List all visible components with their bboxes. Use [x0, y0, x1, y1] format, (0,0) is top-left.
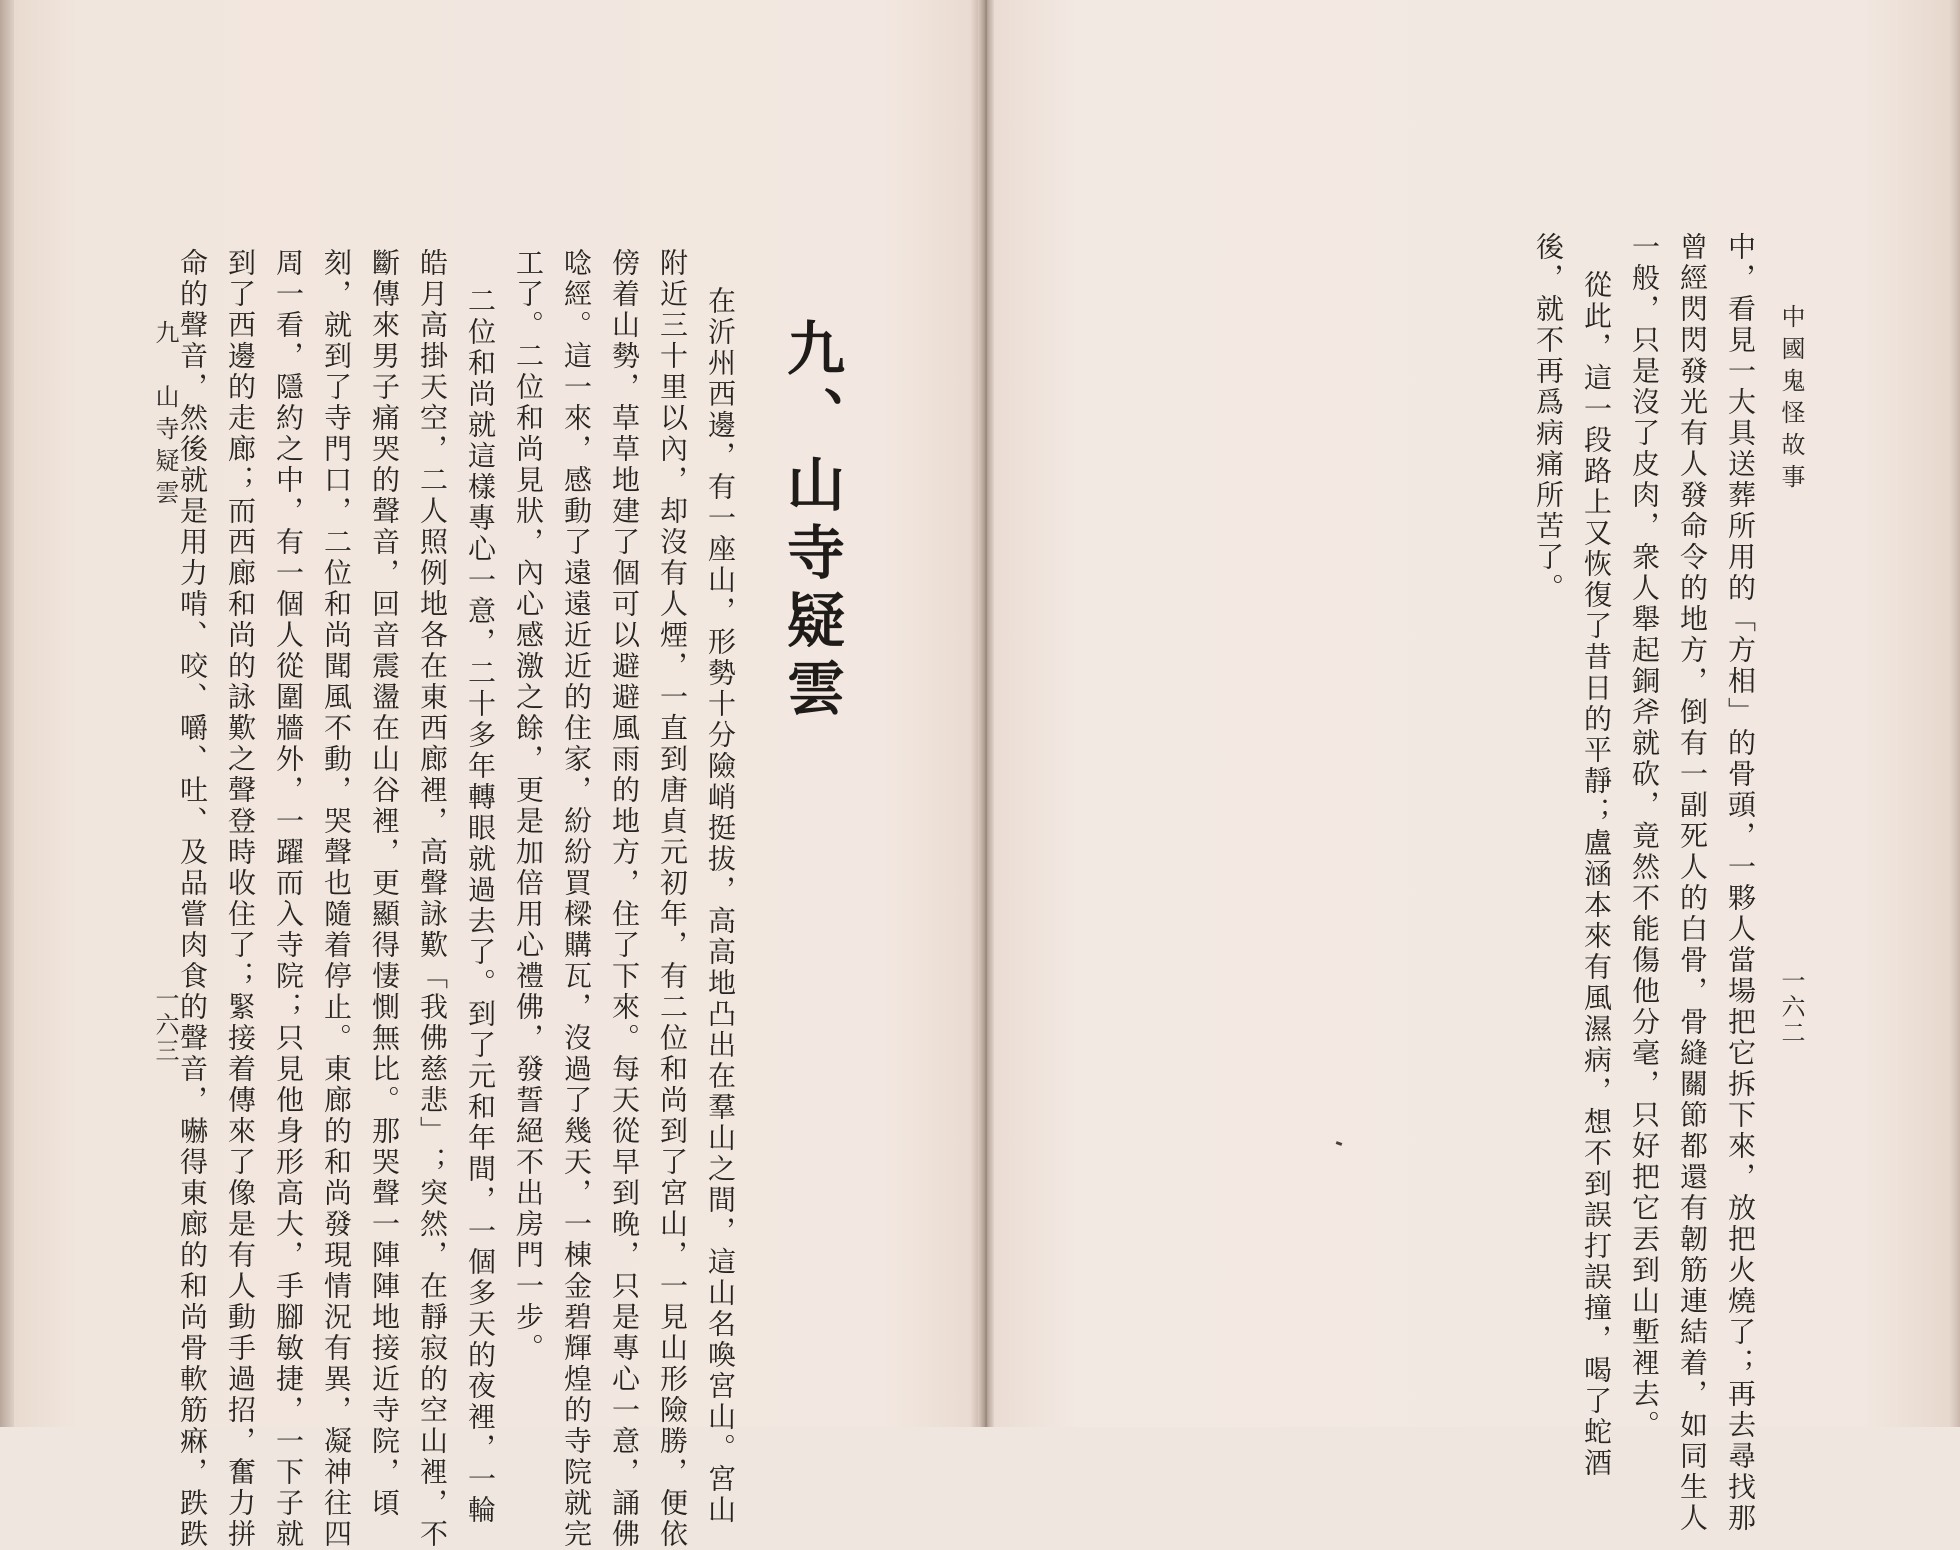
text-column: 斷傳來男子痛哭的聲音，回音震盪在山谷裡，更顯得悽惻無比。那哭聲一陣陣地接近寺院，頃	[368, 248, 401, 1519]
running-head: 九 山寺疑雲	[151, 320, 179, 512]
right-page	[992, 0, 1960, 1534]
text-column: 傍着山勢，草草地建了個可以避避風雨的地方，住了下來。每天從早到晚，只是專心一意，誦佛	[608, 248, 641, 1550]
text-column: 工了。二位和尚見狀，內心感激之餘，更是加倍用心禮佛，發誓絕不出房門一步。	[512, 248, 545, 1364]
text-column: 唸經。這一來，感動了遠遠近近的住家，紛紛買樑購瓦，沒過了幾天，一棟金碧輝煌的寺院就完	[560, 248, 593, 1550]
text-column: 附近三十里以內，却沒有人煙，一直到唐貞元初年，有二位和尚到了宮山，一見山形險勝，便依	[656, 248, 689, 1550]
chapter-title: 九、山寺疑雲	[777, 318, 845, 726]
text-column: 皓月高掛天空，二人照例地各在東西廊裡，高聲詠歎「我佛慈悲」；突然，在靜寂的空山裡，不	[416, 248, 449, 1550]
text-column: 周一看，隱約之中，有一個人從圍牆外，一躍而入寺院；只見他身形高大，手腳敏捷，一下子就	[272, 248, 305, 1550]
page-number: 一六三	[151, 986, 179, 1064]
text-column: 刻，就到了寺門口，二位和尚聞風不動，哭聲也隨着停止。東廊的和尚發現情況有異，凝神往四	[320, 248, 353, 1550]
text-column: 曾經閃閃發光有人發命令的地方，倒有一副死人的白骨，骨縫關節都還有韌筋連結着，如同生人	[1676, 232, 1709, 1534]
page-number: 一六二	[1777, 968, 1805, 1046]
text-column: 命的聲音，然後就是用力啃、咬、嚼、吐、及品嘗肉食的聲音，嚇得東廊的和尚骨軟筋痳，跌跌	[176, 248, 209, 1550]
running-head: 中國鬼怪故事	[1777, 304, 1805, 496]
text-column: 中，看見一大具送葬所用的「方相」的骨頭，一夥人當場把它拆下來，放把火燒了；再去尋找那	[1724, 232, 1757, 1534]
text-column: 二位和尚就這樣專心一意，二十多年轉眼就過去了。到了元和年間，一個多天的夜裡，一輪	[464, 286, 497, 1526]
text-column: 到了西邊的走廊；而西廊和尚的詠歎之聲登時收住了；緊接着傳來了像是有人動手過招，奮力拼	[224, 248, 257, 1550]
text-column: 在沂州西邊，有一座山，形勢十分險峭挺拔，高高地凸出在羣山之間，這山名喚宮山。宮山	[704, 286, 737, 1526]
text-column: 後，就不再爲病痛所苦了。	[1532, 232, 1565, 604]
text-column: 一般，只是沒了皮肉，衆人舉起銅斧就砍，竟然不能傷他分毫，只好把它丟到山塹裡去。	[1628, 232, 1661, 1441]
text-column: 從此，這一段路上又恢復了昔日的平靜；盧涵本來有風濕病，想不到誤打誤撞，喝了蛇酒	[1580, 270, 1613, 1479]
